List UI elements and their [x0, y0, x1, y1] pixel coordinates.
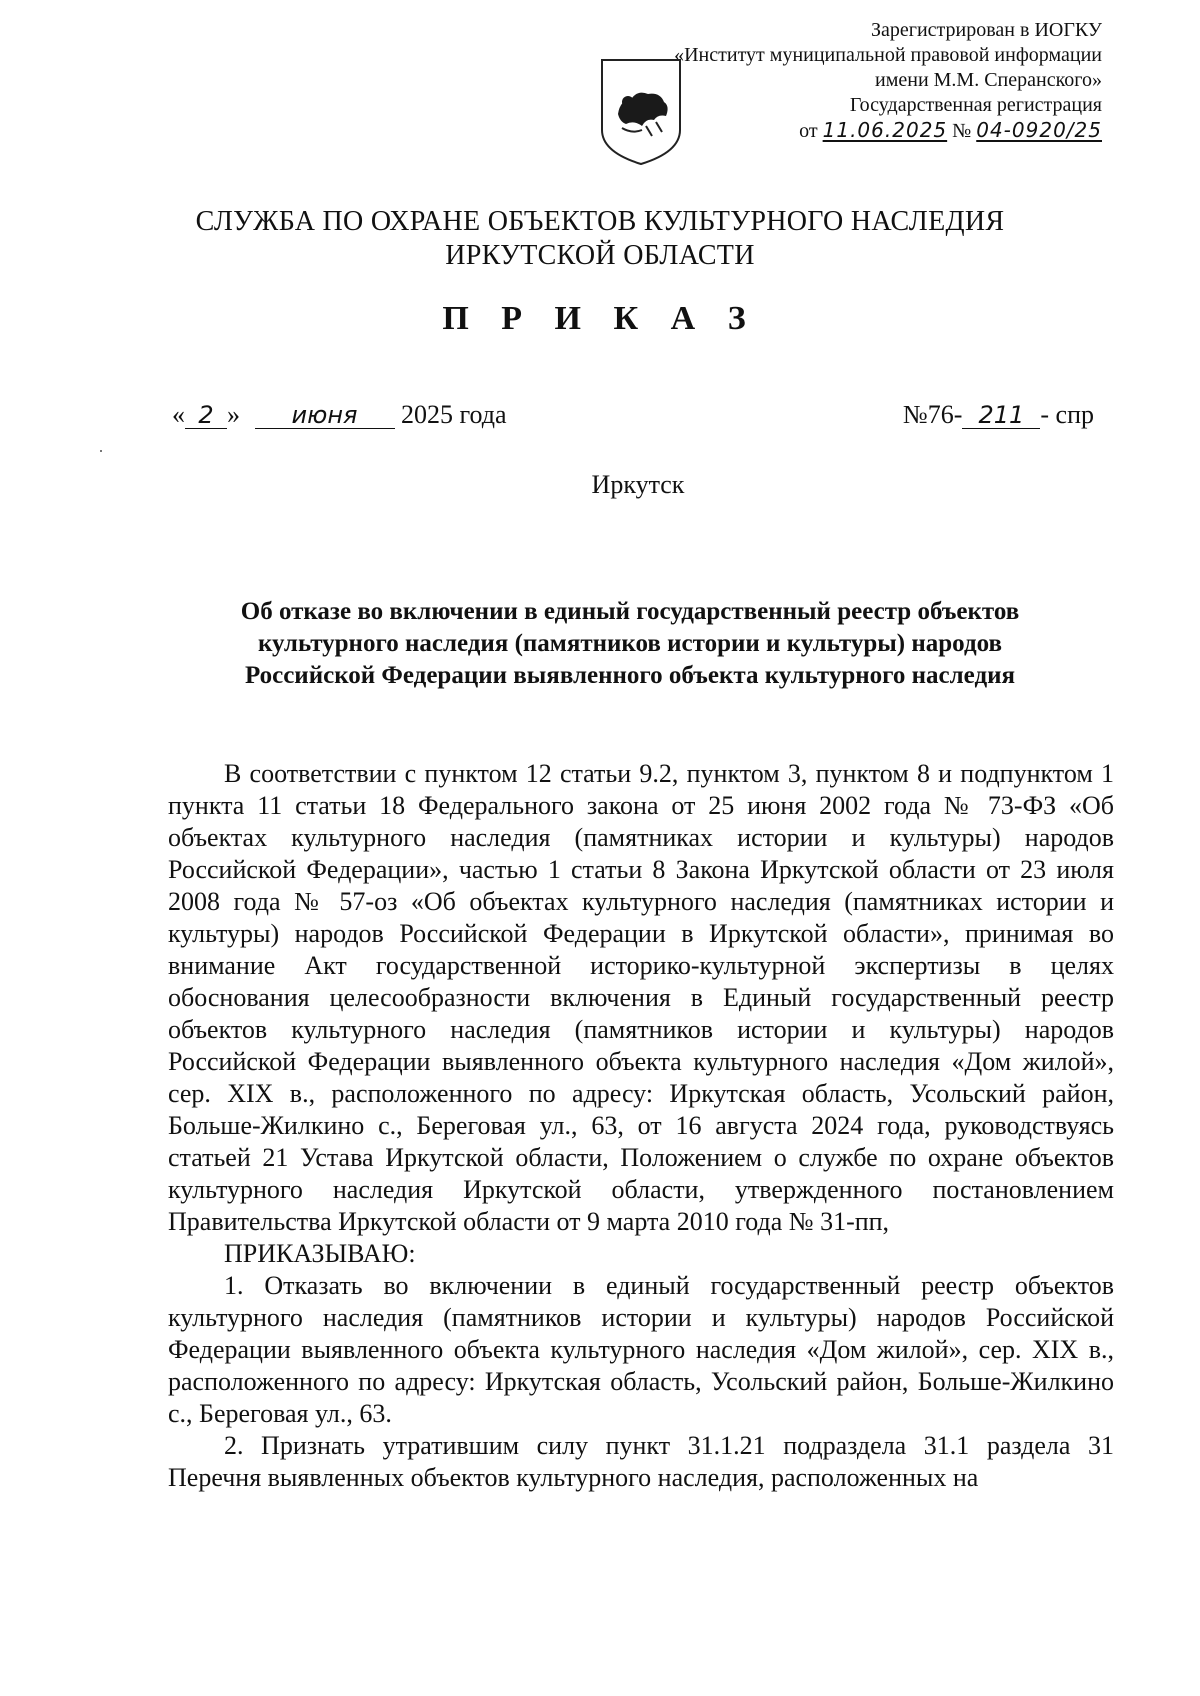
registration-date-value: 11.06.2025: [822, 118, 948, 142]
registration-line-3: имени М.М. Сперанского»: [875, 69, 1102, 91]
date-day: 2: [185, 402, 227, 429]
order-date: [172, 400, 507, 430]
subject-line-3: Российской Федерации выявленного объекта культурного наследия: [244, 662, 1016, 689]
registration-line-1: Зарегистрирован в ИОГКУ: [871, 19, 1102, 41]
order-number-prefix: №76-: [902, 400, 963, 429]
document-type-title: П Р И К А З: [442, 300, 758, 337]
order-number: [903, 400, 1094, 430]
registration-number-value: 04-0920/25: [976, 118, 1102, 142]
date-year: 2025 года: [401, 400, 507, 429]
date-open-quote: «: [172, 400, 185, 429]
preamble-paragraph: В соответствии с пунктом 12 статьи 9.2, пунктом 3, пунктом 8 и подпунктом 1 пункта 11 статьи 18 Федерального закона от 25 июня 2002 года № 73-ФЗ «Об объектах культурного наследия (памятниках истории и культуры) народов Российской Федерации», частью 1 статьи 8 Закона Иркутской области от 23 июля 2008 года № 57-оз «Об объектах культурного наследия (памятниках истории и культуры) народов Российской Федерации в Иркутской области», принимая во внимание Акт государственной историко-культурной экспертизы в целях обоснования целесообразности включения в Единый государственный реестр объектов культурного наследия (памятников истории и культуры) народов Российской Федерации выявленного объекта культурного наследия «Дом жилой», сер. XIX в., расположенного по адресу: Иркутская область, Усольский район, Больше-Жилкино с., Береговая ул., 63, от 16 августа 2024 года, руководствуясь статьей 21 Устава Иркутской области, Положением о службе по охране объектов культурного наследия Иркутской области, утвержденного постановлением Правительства Иркутской области от 9 марта 2010 года № 31-пп,: [168, 759, 1114, 1236]
order-item-1: 1. Отказать во включении в единый государственный реестр объектов культурного наследия (памятников истории и культуры) народов Российской Федерации выявленного объекта культурного наследия «Дом жилой», сер. XIX в., расположенного по адресу: Иркутская область, Усольский район, Больше-Жилкино с., Береговая ул., 63.: [168, 1271, 1114, 1428]
date-month: июня: [255, 402, 395, 429]
subject-line-1: Об отказе во включении в единый государственный реестр объектов: [240, 598, 1020, 625]
registration-line-2: «Институт муниципальной правовой информации: [674, 44, 1102, 66]
city-name: Иркутск: [591, 470, 685, 499]
organization-line-1: СЛУЖБА ПО ОХРАНЕ ОБЪЕКТОВ КУЛЬТУРНОГО НАСЛЕДИЯ: [195, 206, 1005, 237]
coat-of-arms-icon: [598, 56, 684, 168]
order-number-suffix: - спр: [1040, 400, 1094, 429]
date-close-quote: »: [227, 400, 240, 429]
order-word: ПРИКАЗЫВАЮ:: [224, 1239, 416, 1268]
coat-of-arms-emblem: [598, 56, 684, 168]
organization-line-2: ИРКУТСКОЙ ОБЛАСТИ: [445, 240, 755, 271]
order-item-2: 2. Признать утратившим силу пункт 31.1.21 подраздела 31.1 раздела 31 Перечня выявленных объектов культурного наследия, расположенных на: [168, 1431, 1114, 1492]
registration-number-prefix: №: [952, 120, 972, 142]
registration-date-prefix: от: [799, 120, 818, 142]
organization-name: [0, 205, 1200, 273]
order-body: [168, 758, 1114, 1494]
order-number-value: 211: [962, 402, 1040, 429]
subject-line-2: культурного наследия (памятников истории и культуры) народов: [257, 630, 1002, 657]
registration-line-4: Государственная регистрация: [849, 94, 1102, 116]
order-subject: [170, 596, 1090, 692]
margin-mark: [100, 450, 102, 452]
